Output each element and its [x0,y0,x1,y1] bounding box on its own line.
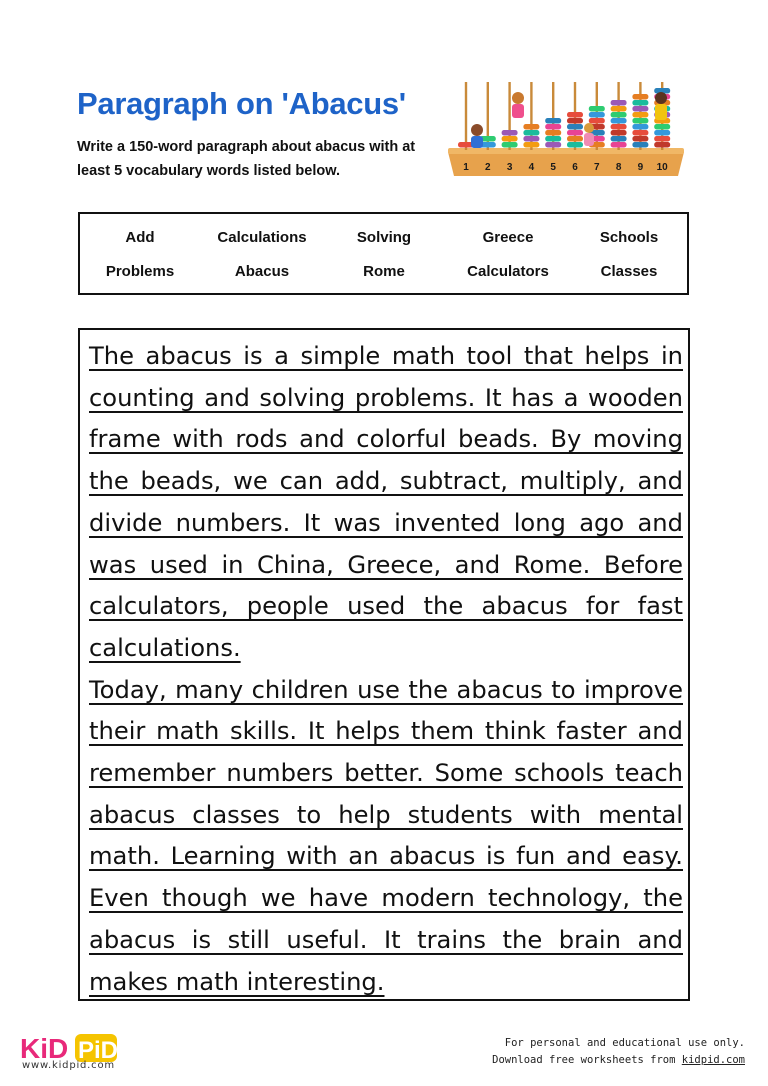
abacus-rod-number: 8 [615,162,622,173]
abacus-bead [611,106,627,112]
abacus-bead [632,142,648,148]
abacus-bead [654,142,670,148]
abacus-rod-number: 2 [485,162,491,173]
page-title: Paragraph on 'Abacus' [77,86,406,121]
abacus-rod-number: 4 [528,162,535,173]
abacus-bead [654,124,670,130]
abacus-bead [632,94,648,100]
abacus-bead [545,130,561,136]
abacus-bead [545,142,561,148]
child-figure-right [584,123,594,146]
vocab-word: Calculations [217,229,307,246]
abacus-rod-number: 6 [572,162,578,173]
abacus-rod-number: 5 [550,162,556,173]
abacus-bead [545,124,561,130]
instructions: Write a 150-word paragraph about abacus with at least 5 vocabulary words listed below. [77,139,416,179]
paragraph-box [78,328,690,1001]
abacus-bead [611,100,627,106]
abacus-rod-number: 7 [594,162,600,173]
abacus-bead [611,130,627,136]
abacus-bead [502,136,518,142]
abacus-rod [465,82,467,150]
abacus-bead [654,136,670,142]
abacus-rod-number: 9 [637,162,644,173]
svg-text:PiD: PiD [78,1037,119,1064]
abacus-bead [611,142,627,148]
vocab-word: Classes [600,263,658,280]
abacus-bead [654,130,670,136]
abacus-rods [458,82,670,150]
vocab-word: Abacus [234,263,290,280]
abacus-bead [611,124,627,130]
svg-text:KiD: KiD [20,1033,69,1064]
abacus-bead [589,118,605,124]
abacus-bead [523,142,539,148]
child-figure-middle [512,92,524,118]
abacus-bead [567,142,583,148]
abacus-bead [632,106,648,112]
paragraph-1: The abacus is a simple math tool that helps in counting and solving problems. It has a wooden frame with rods and colorful beads. By moving the beads, we can add, subtract, multiply, and divide numbers. It was invented long ago and was used in China, Greece, and Rome. Before calculators, people used the abacus for fast calculations. [89,342,683,662]
abacus-bead [632,130,648,136]
vocab-word: Greece [482,229,534,246]
vocabulary-box [78,212,689,295]
abacus-bead [632,136,648,142]
abacus-bead [632,124,648,130]
abacus-illustration-icon [446,80,686,180]
abacus-bead [523,124,539,130]
abacus-bead [611,118,627,124]
abacus-bead [502,130,518,136]
abacus-rod-number: 1 [463,162,469,173]
abacus-bead [567,136,583,142]
abacus-bead [632,112,648,118]
abacus-bead [523,130,539,136]
footer-note-prefix: Download free worksheets from [492,1054,682,1066]
abacus-bead [589,106,605,112]
abacus-rod-number: 3 [506,162,513,173]
abacus-bead [523,136,539,142]
footer-note-line1: For personal and educational use only. [504,1037,745,1049]
abacus-bead [589,112,605,118]
abacus-bead [545,136,561,142]
abacus-bead [632,118,648,124]
paragraph-text [89,336,683,1003]
vocab-word: Problems [105,263,175,280]
abacus-bead [611,136,627,142]
vocab-word: Solving [356,229,412,246]
abacus-bead [567,124,583,130]
vocab-word: Schools [599,229,659,246]
abacus-rod-number: 10 [656,162,668,173]
abacus-bead [567,118,583,124]
abacus-bead [502,142,518,148]
child-figure-climbing [655,92,667,120]
abacus-bead [567,130,583,136]
vocab-word: Calculators [467,263,549,280]
abacus-bead [632,100,648,106]
child-figure-left [471,124,483,148]
vocab-word: Add [125,229,155,246]
vocab-word: Rome [363,263,405,280]
footer-link[interactable]: kidpid.com [681,1054,745,1066]
footer-note-line2 [492,1052,745,1069]
footer-website: www.kidpid.com [22,1060,115,1071]
paragraph-2: Today, many children use the abacus to improve their math skills. It helps them think faster and remember numbers better. Some schools teach abacus classes to help students with mental math. Learning with an abacus is fun and easy. Even though we have modern technology, the abacus is still useful. It trains the brain and makes math interesting. [89,675,683,996]
footer-note [492,1035,745,1069]
abacus-bead [545,118,561,124]
abacus-bead [611,112,627,118]
abacus-bead [567,112,583,118]
